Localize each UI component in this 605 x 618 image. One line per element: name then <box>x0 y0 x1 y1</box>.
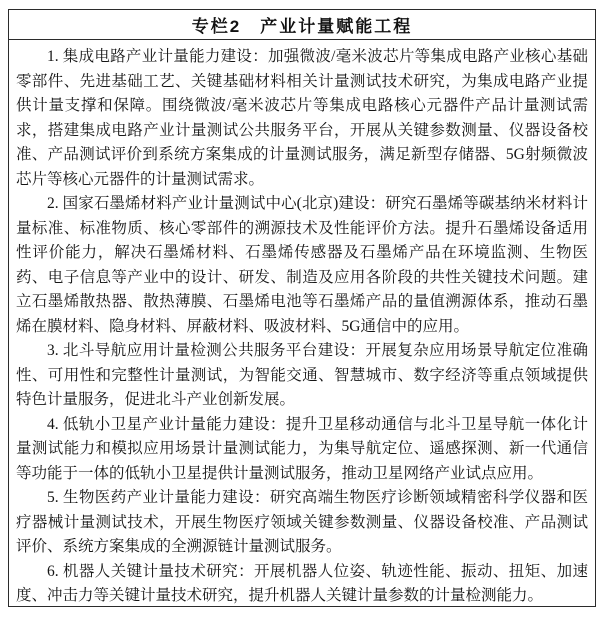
feature-box <box>8 9 596 607</box>
paragraph-robotics: 6. 机器人关键计量技术研究：开展机器人位姿、轨迹性能、振动、扭矩、加速度、冲击力等关键计量技术研究，提升机器人关键计量参数的计量检测能力。 <box>16 562 588 604</box>
paragraph-biomedicine: 5. 生物医药产业计量能力建设：研究高端生物医疗诊断领域精密科学仪器和医疗器械计量测试技术，开展生物医疗领域关键参数测量、仪器设备校准、产品测试评价、系统方案集成的全溯源链计量测试服务。 <box>16 489 588 555</box>
box-title: 专栏2 产业计量赋能工程 <box>9 10 595 40</box>
paragraph-graphene-center: 2. 国家石墨烯材料产业计量测试中心(北京)建设：研究石墨烯等碳基纳米材料计量标准、标准物质、核心零部件的溯源技术及性能评价方法。提升石墨烯设备适用性评价能力，解决石墨烯材料、石墨烯传感器及石墨烯产品在环境监测、生物医药、电子信息等产业中的设计、研发、制造及应用各阶段的共性关键技术问题。建立石墨烯散热器、散热薄膜、石墨烯电池等石墨烯产品的量值溯源体系，推动石墨烯在膜材料、隐身材料、屏蔽材料、吸波材料、5G通信中的应用。 <box>16 195 588 335</box>
paragraph-beidou-platform: 3. 北斗导航应用计量检测公共服务平台建设：开展复杂应用场景导航定位准确性、可用性和完整性计量测试，为智能交通、智慧城市、数字经济等重点领域提供特色计量服务，促进北斗产业创新发展。 <box>16 342 588 408</box>
box-body <box>9 40 595 607</box>
paragraph-leo-satellite: 4. 低轨小卫星产业计量能力建设：提升卫星移动通信与北斗卫星导航一体化计量测试能力和模拟应用场景计量测试能力，为集导航定位、遥感探测、新一代通信等功能于一体的低轨小卫星提供计量测试服务，推动卫星网络产业试点应用。 <box>16 415 588 482</box>
paragraph-integrated-circuit: 1. 集成电路产业计量能力建设：加强微波/毫米波芯片等集成电路产业核心基础零部件、先进基础工艺、关键基础材料相关计量测试技术研究，为集成电路产业提供计量支撑和保障。围绕微波/毫米波芯片等集成电路核心元器件产品计量测试需求，搭建集成电路产业计量测试公共服务平台，开展从关键参数测量、仪器设备校准、产品测试评价到系统方案集成的计量测试服务，满足新型存储器、5G射频微波芯片等核心元器件的计量测试需求。 <box>16 48 588 188</box>
